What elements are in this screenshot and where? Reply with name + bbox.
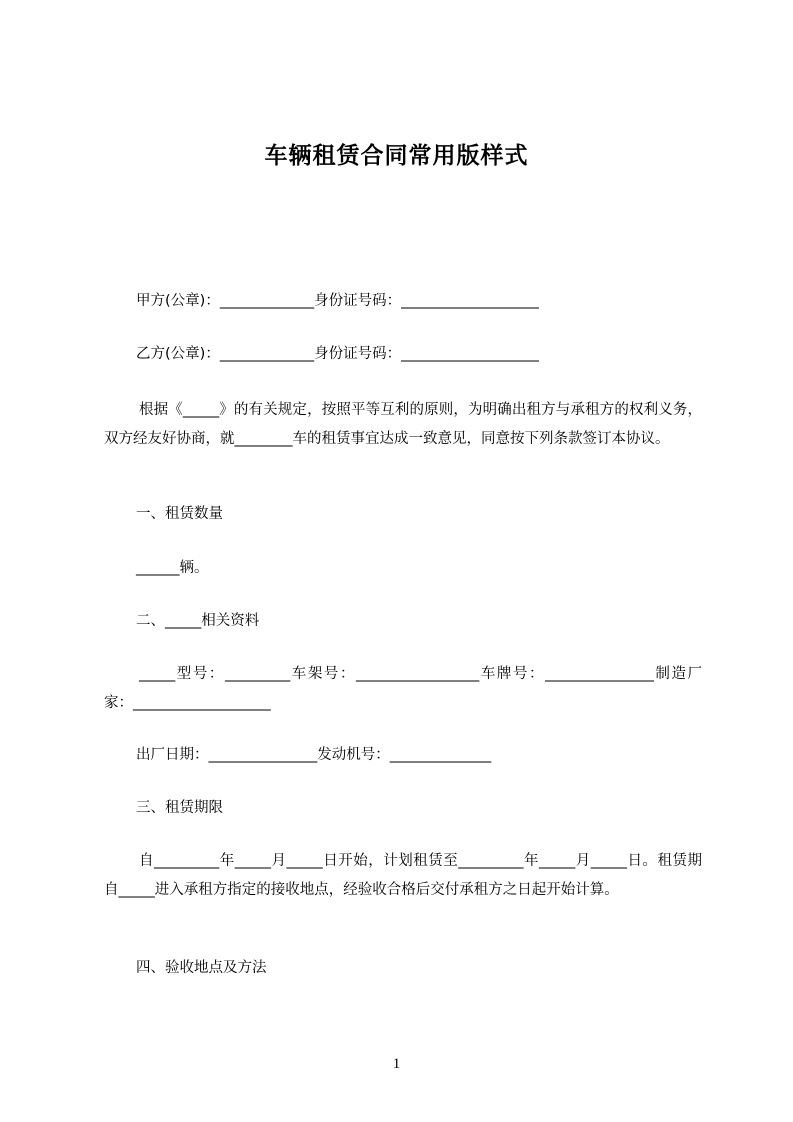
section-2-text-2: 出厂日期：_______________发动机号：______________ (136, 747, 492, 763)
section-4-heading: 四、验收地点及方法 (136, 960, 267, 976)
party-b-line: 乙方(公章)：_____________身份证号码：___________________ (136, 346, 539, 362)
section-3-heading: 三、租赁期限 (136, 800, 223, 816)
section-3-text: 自_________年_____月_____日开始，计划租赁至_________年_____月_____日。租赁期自_____进入承租方指定的接收地点，经验收合格后交付承租方之日起开始计算。 (104, 853, 702, 898)
section-1-text: ______辆。 (136, 560, 209, 576)
document-title: 车辆租赁合同常用版样式 (264, 143, 529, 169)
party-a-line: 甲方(公章)：_____________身份证号码：___________________ (136, 293, 539, 309)
section-2-text: _____型号：_________车架号：_________________车牌号：_______________制造厂家：___________________ (104, 666, 702, 711)
page-number: 1 (392, 1056, 401, 1072)
section-1-heading: 一、租赁数量 (136, 506, 223, 522)
intro-paragraph: 根据《_____》的有关规定，按照平等互利的原则，为明确出租方与承租方的权利义务，双方经友好协商，就________车的租赁事宜达成一致意见，同意按下列条款签订本协议。 (104, 402, 702, 447)
section-2-heading: 二、_____相关资料 (136, 613, 260, 629)
